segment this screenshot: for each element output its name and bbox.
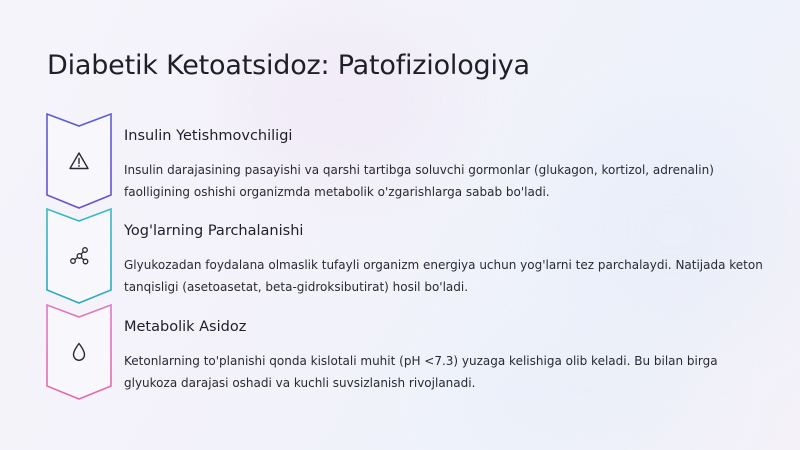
step-title: Yog'larning Parchalanishi bbox=[124, 223, 304, 239]
step-description: Insulin darajasining pasayishi va qarshi tartibga soluvchi gormonlar (glukagon, kortizol, adrenalin) faolligining oshishi organizmda metabolik o'zgarishlarga sabab bo'ladi. bbox=[124, 163, 714, 199]
step-title: Metabolik Asidoz bbox=[124, 319, 247, 335]
step-description: Glyukozadan foydalana olmaslik tufayli organizm energiya uchun yog'larni tez parchalaydi. Natijada keton tanqisligi (asetoasetat, beta-gidroksibutirat) hosil bo'ladi. bbox=[124, 258, 763, 294]
background-blob bbox=[230, 20, 450, 180]
warning-icon bbox=[67, 149, 91, 173]
molecule-icon bbox=[67, 244, 91, 268]
slide-title: Diabetik Ketoatsidoz: Patofiziologiya bbox=[47, 50, 530, 81]
step-description: Ketonlarning to'planishi qonda kislotali muhit (pH <7.3) yuzaga kelishiga olib keladi. Bu bilan birga glyukoza darajasi oshadi va kuchli suvsizlanish rivojlanadi. bbox=[124, 354, 718, 390]
step-title: Insulin Yetishmovchiligi bbox=[124, 128, 293, 144]
background-blob bbox=[560, 120, 790, 340]
droplet-icon bbox=[67, 340, 91, 364]
